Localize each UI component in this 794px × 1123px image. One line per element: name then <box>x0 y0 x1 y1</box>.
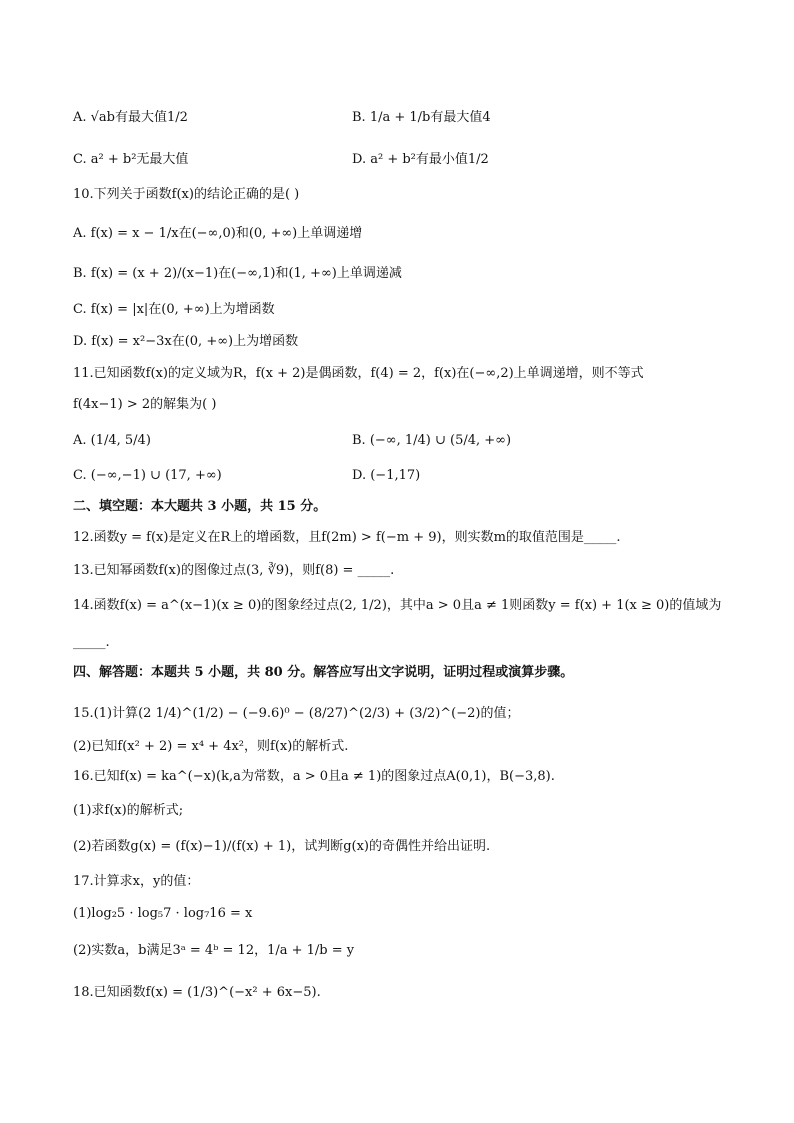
q14-line2: _____. <box>73 635 110 650</box>
q9-option-d: D. a² + b²有最小值1/2 <box>352 152 489 167</box>
q9-option-c: C. a² + b²无最大值 <box>73 152 189 167</box>
q18-text: 18.已知函数f(x) = (1/3)^(−x² + 6x−5). <box>73 985 321 1000</box>
q9-option-a: A. √ab有最大值1/2 <box>73 110 188 125</box>
q16-part1: (1)求f(x)的解析式; <box>73 803 184 818</box>
q11-stem-line2: f(4x−1) > 2的解集为( ) <box>73 397 217 412</box>
q15-part1: 15.(1)计算(2 1/4)^(1/2) − (−9.6)⁰ − (8/27)^(2/3) + (3/2)^(−2)的值； <box>73 706 520 721</box>
q13-text: 13.已知幂函数f(x)的图像过点(3, ∛9)，则f(8) = _____. <box>73 563 395 578</box>
q9-option-b: B. 1/a + 1/b有最大值4 <box>352 110 491 125</box>
q11-option-d: D. (−1,17) <box>352 468 421 483</box>
q14-line1: 14.函数f(x) = a^(x−1)(x ≥ 0)的图象经过点(2, 1/2)，其中a > 0且a ≠ 1则函数y = f(x) + 1(x ≥ 0)的值域为 <box>73 598 722 613</box>
q11-option-c: C. (−∞,−1) ∪ (17, +∞) <box>73 468 222 483</box>
section-fill-in-heading: 二、填空题：本大题共 3 小题，共 15 分。 <box>73 499 327 514</box>
q11-option-b: B. (−∞, 1/4) ∪ (5/4, +∞) <box>352 433 512 448</box>
q10-option-b: B. f(x) = (x + 2)/(x−1)在(−∞,1)和(1, +∞)上单调递减 <box>73 266 402 281</box>
q10-stem: 10.下列关于函数f(x)的结论正确的是( ) <box>73 187 300 202</box>
q11-stem-line1: 11.已知函数f(x)的定义域为R，f(x + 2)是偶函数，f(4) = 2，f(x)在(−∞,2)上单调递增，则不等式 <box>73 366 644 381</box>
q16-stem: 16.已知f(x) = ka^(−x)(k,a为常数，a > 0且a ≠ 1)的图象过点A(0,1)，B(−3,8). <box>73 769 555 784</box>
q17-stem: 17.计算求x，y的值： <box>73 874 200 889</box>
q16-part2: (2)若函数g(x) = (f(x)−1)/(f(x) + 1)，试判断g(x)的奇偶性并给出证明. <box>73 839 491 854</box>
q17-part2: (2)实数a，b满足3ᵃ = 4ᵇ = 12，1/a + 1/b = y <box>73 943 355 958</box>
q10-option-c: C. f(x) = |x|在(0, +∞)上为增函数 <box>73 302 275 317</box>
q12-text: 12.函数y = f(x)是定义在R上的增函数，且f(2m) > f(−m + 9)，则实数m的取值范围是_____. <box>73 530 621 545</box>
q10-option-d: D. f(x) = x²−3x在(0, +∞)上为增函数 <box>73 334 299 349</box>
q17-part1: (1)log₂5 · log₅7 · log₇16 = x <box>73 906 253 921</box>
section-answer-heading: 四、解答题：本题共 5 小题，共 80 分。解答应写出文字说明，证明过程或演算步骤。 <box>73 665 574 680</box>
q15-part2: (2)已知f(x² + 2) = x⁴ + 4x²，则f(x)的解析式. <box>73 739 349 754</box>
q10-option-a: A. f(x) = x − 1/x在(−∞,0)和(0, +∞)上单调递增 <box>73 226 363 241</box>
q11-option-a: A. (1/4, 5/4) <box>73 433 151 448</box>
